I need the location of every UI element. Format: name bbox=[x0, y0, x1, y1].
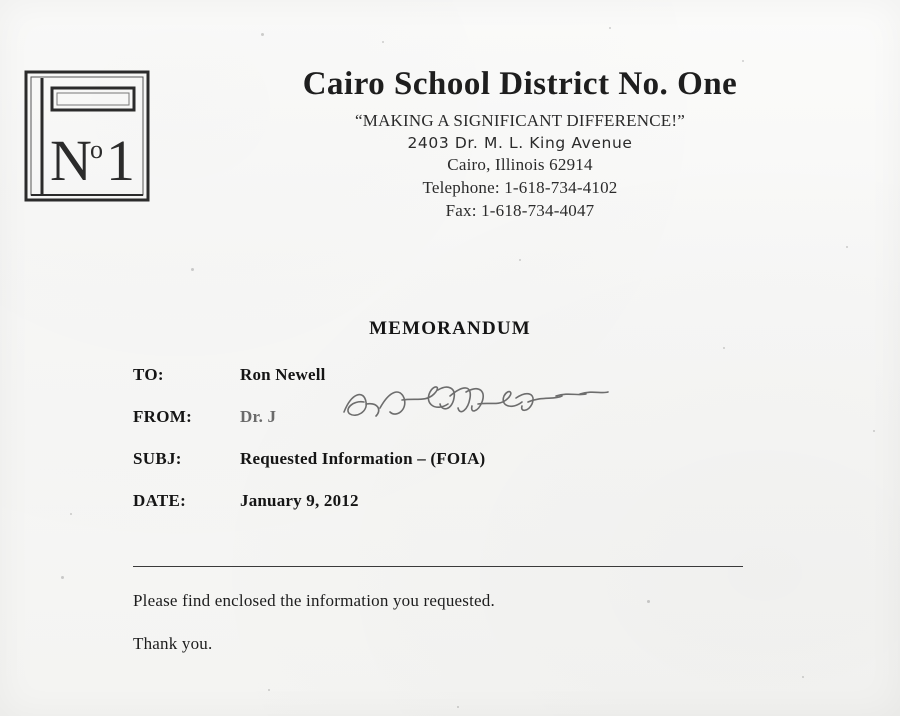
horizontal-rule bbox=[133, 566, 743, 567]
scan-speckle bbox=[268, 689, 270, 691]
memo-field-value-from: Dr. J bbox=[240, 407, 277, 426]
svg-text:o: o bbox=[90, 135, 103, 164]
memo-field-label-from: FROM: bbox=[133, 407, 193, 426]
memo-field-label-to: TO: bbox=[133, 365, 164, 384]
scan-speckle bbox=[723, 347, 725, 349]
telephone: Telephone: 1-618-734-4102 bbox=[422, 178, 618, 198]
memo-fields bbox=[133, 365, 773, 533]
scan-speckle bbox=[519, 259, 521, 261]
no-1-book-logo-icon bbox=[22, 68, 152, 204]
scan-speckle bbox=[191, 268, 194, 271]
memo-field-value-to: Ron Newell bbox=[240, 365, 326, 384]
memo-field-row bbox=[133, 365, 773, 407]
svg-text:N: N bbox=[50, 128, 92, 193]
district-name: Cairo School District No. One bbox=[302, 66, 738, 102]
memo-field-label-date: DATE: bbox=[133, 491, 187, 510]
scan-speckle bbox=[802, 676, 804, 678]
body-paragraph-2: Thank you. bbox=[133, 634, 213, 653]
memo-field-label-subj: SUBJ: bbox=[133, 449, 182, 468]
memo-field-value-date: January 9, 2012 bbox=[240, 491, 359, 510]
scan-speckle bbox=[261, 33, 264, 36]
address-street: 2403 Dr. M. L. King Avenue bbox=[407, 134, 633, 153]
scan-speckle bbox=[873, 430, 875, 432]
memo-field-row bbox=[133, 491, 773, 533]
letterhead bbox=[170, 66, 870, 221]
scan-speckle bbox=[609, 27, 611, 29]
fax: Fax: 1-618-734-4047 bbox=[445, 201, 595, 221]
scan-speckle bbox=[382, 41, 384, 43]
memo-field-value-subj: Requested Information – (FOIA) bbox=[240, 449, 486, 468]
scan-speckle bbox=[457, 706, 459, 708]
scan-speckle bbox=[70, 513, 72, 515]
svg-text:1: 1 bbox=[106, 128, 135, 193]
scan-speckle bbox=[846, 246, 848, 248]
scan-speckle bbox=[742, 60, 744, 62]
district-slogan: “MAKING A SIGNIFICANT DIFFERENCE!” bbox=[355, 111, 685, 131]
memo-field-row bbox=[133, 449, 773, 491]
scan-speckle bbox=[61, 576, 64, 579]
page-title: MEMORANDUM bbox=[369, 318, 531, 339]
address-city: Cairo, Illinois 62914 bbox=[447, 155, 593, 175]
memo-field-row bbox=[133, 407, 773, 449]
body-paragraph-1: Please find enclosed the information you requested. bbox=[133, 591, 495, 610]
